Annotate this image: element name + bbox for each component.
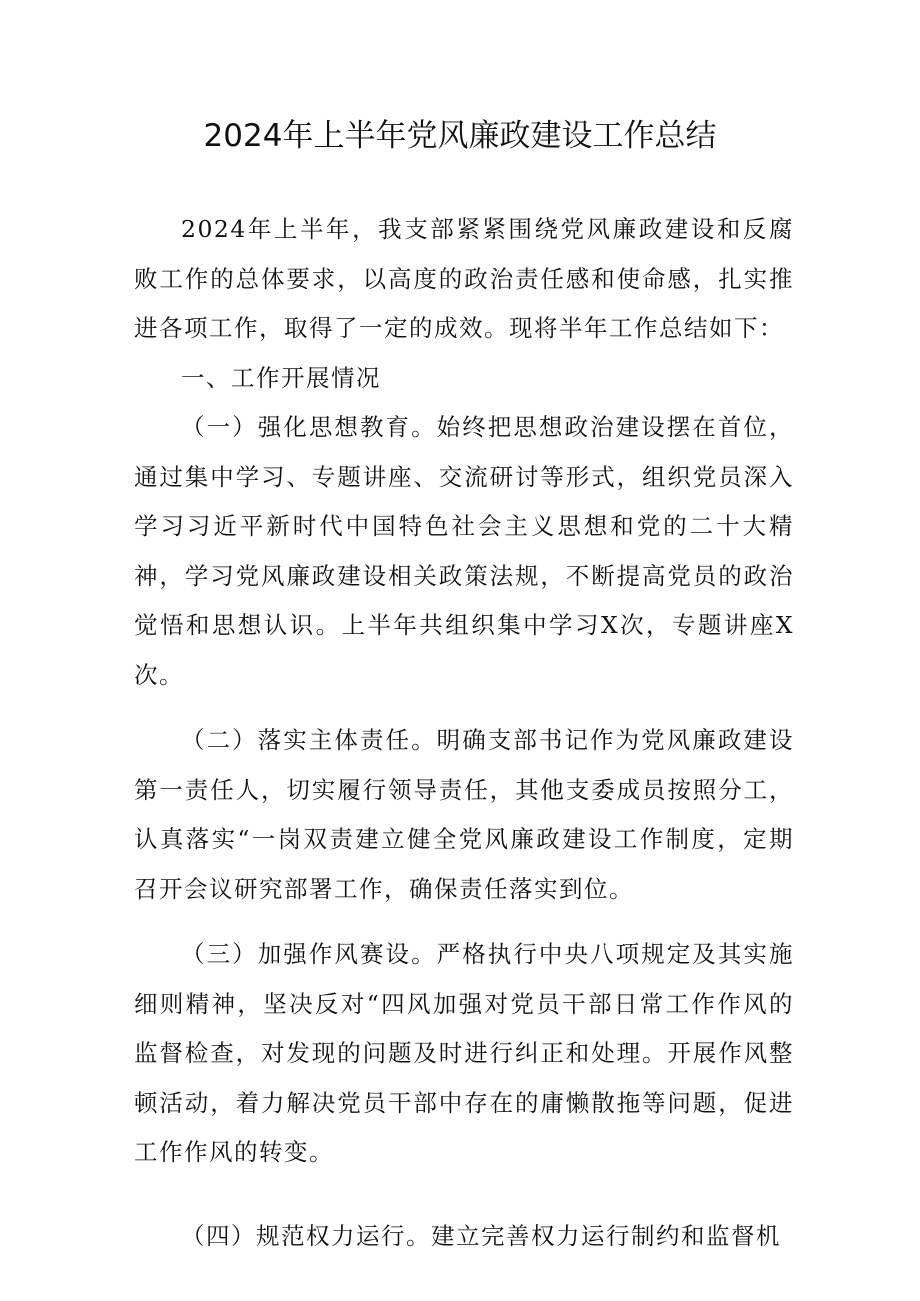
document-body	[134, 205, 794, 1261]
intro-paragraph: 2024年上半年，我支部紧紧围绕党风廉政建设和反腐败工作的总体要求，以高度的政治责任感和使命感，扎实推进各项工作，取得了一定的成效。现将半年工作总结如下：	[134, 215, 794, 342]
paragraph-work-style: （三）加强作风赛设。严格执行中央八项规定及其实施细则精神，坚决反对“四风加强对党员干部日常工作作风的监督检查，对发现的问题及时进行纠正和处理。开展作风整顿活动，着力解决党员干部中存在的庸懒散拖等问题，促进工作作风的转变。	[134, 940, 794, 1166]
paragraph-main-responsibility: （二）落实主体责任。明确支部书记作为党风廉政建设第一责任人，切实履行领导责任，其他支委成员按照分工，认真落实“一岗双责建立健全党风廉政建设工作制度，定期召开会议研究部署工作，确保责任落实到位。	[134, 726, 794, 903]
paragraph-ideological-education: （一）强化思想教育。始终把思想政治建设摆在首位，通过集中学习、专题讲座、交流研讨等形式，组织党员深入学习习近平新时代中国特色社会主义思想和党的二十大精神，学习党风廉政建设相关政策法规，不断提高党员的政治觉悟和思想认识。上半年共组织集中学习X次，专题讲座X次。	[134, 413, 794, 689]
document-title: 2024年上半年党风廉政建设工作总结	[203, 118, 717, 154]
paragraph-power-regulation: （四）规范权力运行。建立完善权力运行制约和监督机	[181, 1221, 781, 1250]
section-heading-work-progress: 一、工作开展情况	[181, 363, 381, 392]
